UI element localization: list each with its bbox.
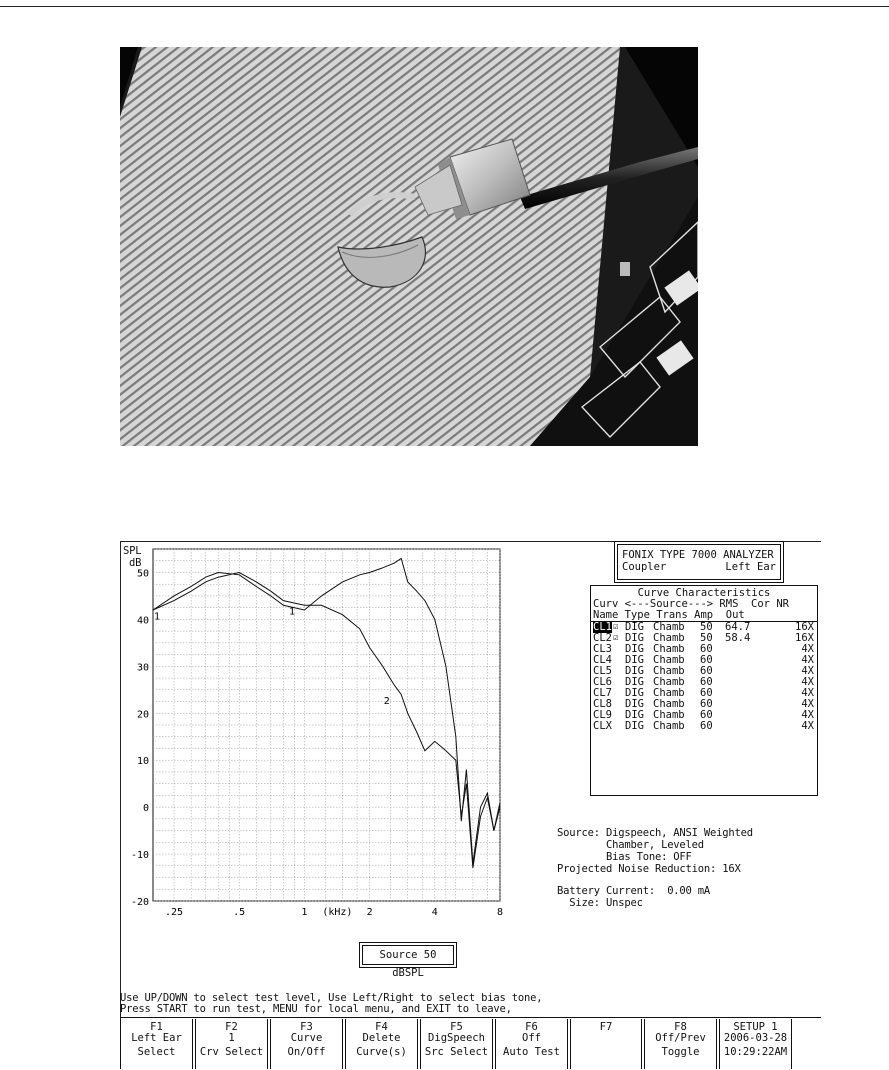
function-key-3[interactable] xyxy=(270,1019,343,1069)
y-unit-label-spl: SPL xyxy=(123,545,142,557)
y-tick-label: -10 xyxy=(130,850,149,862)
function-key-label: Select xyxy=(137,1046,176,1058)
source-line-2: Chamber, Leveled xyxy=(557,839,704,851)
source-line-3: Bias Tone: OFF xyxy=(557,851,692,863)
curve-name-cell: CL5 xyxy=(593,665,612,677)
curve-rms-cell: 58.4 xyxy=(725,632,751,644)
function-key-label: Src Select xyxy=(424,1046,489,1058)
y-tick-label: 0 xyxy=(142,803,149,815)
function-key-label: Left Ear xyxy=(131,1032,182,1044)
curve-type-cell: DIG xyxy=(625,698,644,710)
curve-table-row[interactable] xyxy=(591,721,817,732)
function-key-label: F3 xyxy=(300,1021,313,1033)
curve-amp-cell: 60 xyxy=(700,698,713,710)
test-chamber-illustration xyxy=(120,47,698,446)
function-key-8[interactable] xyxy=(644,1019,717,1069)
analyzer-title: FONIX TYPE 7000 ANALYZER xyxy=(622,549,774,561)
curve-trans-cell: Chamb xyxy=(653,687,685,699)
function-key-label: Off/Prev xyxy=(655,1032,706,1044)
function-key-label: F4 xyxy=(375,1021,388,1033)
curve-type-cell: DIG xyxy=(625,643,644,655)
curve-amp-cell: 50 xyxy=(700,621,713,633)
curve-number-label: 1 xyxy=(154,611,161,623)
page-top-rule xyxy=(0,6,889,7)
curve-name-cell: CL1 xyxy=(593,621,612,633)
function-key-label: Delete xyxy=(362,1032,401,1044)
curve-name-cell: CL2 xyxy=(593,632,612,644)
curve-type-cell: DIG xyxy=(625,676,644,688)
function-key-label: Crv Select xyxy=(199,1046,264,1058)
function-key-label: 1 xyxy=(228,1032,235,1044)
function-key-label: Curve xyxy=(290,1032,323,1044)
curve-nr-cell: 4X xyxy=(801,676,814,688)
function-key-bar xyxy=(120,1017,821,1070)
curve-nr-cell: 16X xyxy=(795,632,814,644)
curve-trans-cell: Chamb xyxy=(653,720,685,732)
response-curve-2 xyxy=(153,573,500,869)
function-key-label: 2006-03-28 xyxy=(723,1032,788,1044)
curve-nr-cell: 16X xyxy=(795,621,814,633)
x-tick-label: 2 xyxy=(366,907,373,918)
function-key-label: F6 xyxy=(525,1021,538,1033)
curve-type-cell: DIG xyxy=(625,654,644,666)
curve-table-header-2: Name Type Trans Amp Out xyxy=(591,610,817,622)
function-key-label: 10:29:22AM xyxy=(723,1046,788,1058)
curve-type-cell: DIG xyxy=(625,632,644,644)
function-key-label: SETUP 1 xyxy=(733,1021,778,1033)
function-key-4[interactable] xyxy=(345,1019,418,1069)
function-key-label: DigSpeech xyxy=(428,1032,485,1044)
hearing-aid-test-chamber-photo xyxy=(120,47,698,446)
curve-trans-cell: Chamb xyxy=(653,632,685,644)
function-key-1[interactable] xyxy=(120,1019,193,1069)
curve-characteristics-table xyxy=(590,585,818,796)
curve-rms-cell: 64.7 xyxy=(725,621,751,633)
curve-nr-cell: 4X xyxy=(801,709,814,721)
curve-nr-cell: 4X xyxy=(801,698,814,710)
function-key-label: F1 xyxy=(150,1021,163,1033)
function-key-5[interactable] xyxy=(420,1019,493,1069)
curve-trans-cell: Chamb xyxy=(653,621,685,633)
curve-name-cell: CLX xyxy=(593,720,612,732)
curve-name-cell: CL4 xyxy=(593,654,612,666)
curve-nr-cell: 4X xyxy=(801,643,814,655)
curve-name-cell: CL6 xyxy=(593,676,612,688)
function-key-label: F8 xyxy=(674,1021,687,1033)
curve-number-label: 1 xyxy=(288,606,296,618)
curve-visible-checkbox-icon: ☑ xyxy=(613,633,619,643)
curve-amp-cell: 60 xyxy=(700,665,713,677)
function-key-2[interactable] xyxy=(195,1019,268,1069)
y-tick-label: -20 xyxy=(130,897,149,908)
curve-amp-cell: 60 xyxy=(700,687,713,699)
curve-amp-cell: 60 xyxy=(700,643,713,655)
y-tick-label: 10 xyxy=(136,756,149,768)
function-key-label: On/Off xyxy=(287,1046,326,1058)
curve-table-rows xyxy=(591,622,817,732)
function-key-7[interactable] xyxy=(570,1019,642,1069)
x-tick-label: (kHz) xyxy=(322,907,353,918)
y-tick-label: 40 xyxy=(136,615,149,627)
analyzer-ear: Left Ear xyxy=(725,561,776,573)
curve-name-cell: CL8 xyxy=(593,698,612,710)
y-unit-label-db: dB xyxy=(129,557,142,569)
curve-trans-cell: Chamb xyxy=(653,654,685,666)
instruction-line-2: Press START to run test, MENU for local menu, and EXIT to leave, xyxy=(120,1003,512,1015)
noise-reduction-text: Projected Noise Reduction: 16X xyxy=(557,863,741,875)
curve-name-cell: CL9 xyxy=(593,709,612,721)
x-tick-label: 1 xyxy=(301,907,308,918)
source-level-box: Source 50 dBSPL xyxy=(362,945,454,965)
curve-amp-cell: 60 xyxy=(700,654,713,666)
curve-trans-cell: Chamb xyxy=(653,698,685,710)
curve-amp-cell: 60 xyxy=(700,720,713,732)
function-key-6[interactable] xyxy=(495,1019,568,1069)
function-key-label: Auto Test xyxy=(503,1046,560,1058)
curve-name-cell: CL3 xyxy=(593,643,612,655)
curve-name-cell: CL7 xyxy=(593,687,612,699)
function-key-label: Curve(s) xyxy=(356,1046,407,1058)
battery-size-text: Size: Unspec xyxy=(557,897,643,909)
curve-nr-cell: 4X xyxy=(801,654,814,666)
function-key-label xyxy=(571,1047,641,1058)
curve-amp-cell: 60 xyxy=(700,709,713,721)
curve-type-cell: DIG xyxy=(625,665,644,677)
curve-number-label: 2 xyxy=(383,695,390,707)
curve-trans-cell: Chamb xyxy=(653,665,685,677)
x-tick-label: .5 xyxy=(233,907,246,918)
source-line-1: Source: Digspeech, ANSI Weighted xyxy=(557,827,753,839)
curve-table-title: Curve Characteristics xyxy=(637,587,771,599)
analyzer-title-box xyxy=(617,544,781,580)
function-key-label xyxy=(571,1033,641,1044)
curve-nr-cell: 4X xyxy=(801,687,814,699)
function-key-label: F7 xyxy=(599,1021,613,1033)
curve-type-cell: DIG xyxy=(625,720,644,732)
curve-amp-cell: 50 xyxy=(700,632,713,644)
x-tick-label: 8 xyxy=(496,907,504,918)
frequency-response-graph xyxy=(120,541,520,971)
curve-type-cell: DIG xyxy=(625,621,644,633)
curve-amp-cell: 60 xyxy=(700,676,713,688)
x-tick-label: 4 xyxy=(431,907,438,918)
y-tick-label: 20 xyxy=(136,709,149,721)
curve-trans-cell: Chamb xyxy=(653,709,685,721)
curve-type-cell: DIG xyxy=(625,687,644,699)
response-curve-1 xyxy=(153,558,500,863)
curve-type-cell: DIG xyxy=(625,709,644,721)
instruction-line-1: Use UP/DOWN to select test level, Use Left/Right to select bias tone, xyxy=(120,992,543,1004)
x-tick-label: .25 xyxy=(164,907,184,918)
function-key-label: F5 xyxy=(450,1021,463,1033)
function-key-label: Off xyxy=(522,1032,541,1044)
y-tick-label: 50 xyxy=(136,568,149,580)
y-tick-label: 30 xyxy=(136,662,149,674)
curve-nr-cell: 4X xyxy=(801,720,814,732)
function-key-label: Toggle xyxy=(661,1046,700,1058)
curve-visible-checkbox-icon: ☑ xyxy=(613,622,619,632)
curve-trans-cell: Chamb xyxy=(653,676,685,688)
curve-table-header-1: Curv <---Source---> RMS Cor NR xyxy=(593,598,789,610)
function-key-9[interactable] xyxy=(719,1019,792,1069)
curve-nr-cell: 4X xyxy=(801,665,814,677)
battery-current-text: Battery Current: 0.00 mA xyxy=(557,885,711,897)
curve-trans-cell: Chamb xyxy=(653,643,685,655)
analyzer-mode: Coupler xyxy=(622,561,667,573)
function-key-label: F2 xyxy=(225,1021,238,1033)
analyzer-screen xyxy=(120,541,821,1069)
